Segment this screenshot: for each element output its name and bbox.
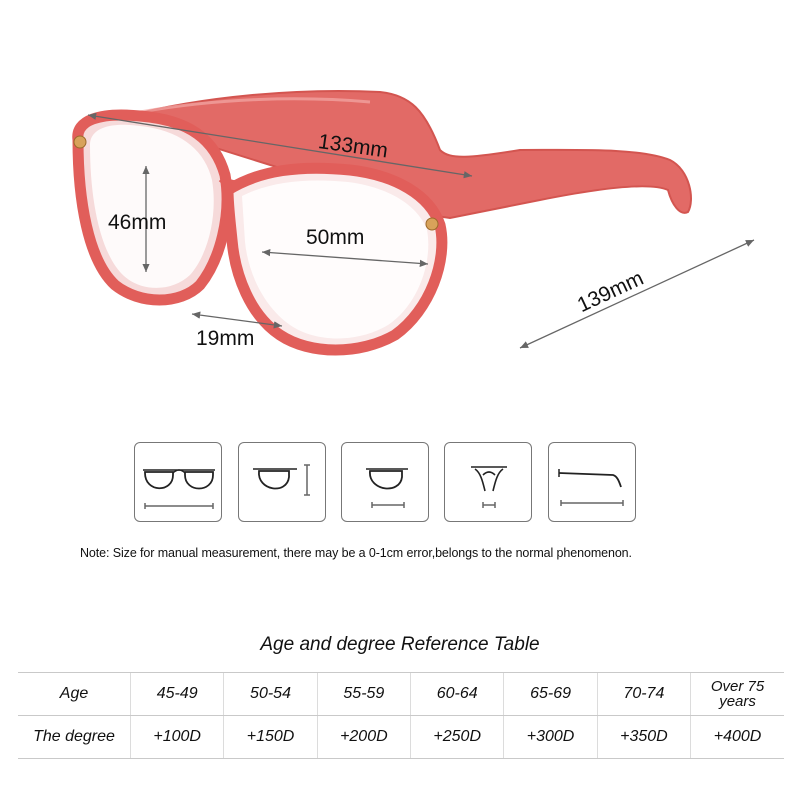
lens-height-icon xyxy=(238,442,326,522)
age-degree-table xyxy=(18,672,784,759)
measurement-views xyxy=(134,442,638,526)
bridge-icon xyxy=(444,442,532,522)
degree-cell: +150D xyxy=(224,716,317,759)
lens-height-label: 46mm xyxy=(108,211,167,234)
age-over-line1: Over 75 xyxy=(710,678,765,695)
bridge xyxy=(222,178,242,185)
age-cell: 45-49 xyxy=(131,673,224,716)
glasses-front-icon xyxy=(134,442,222,522)
table-row-degree xyxy=(18,716,784,759)
left-hinge-dot xyxy=(74,136,86,148)
temple-length-label: 133mm xyxy=(316,130,390,163)
degree-header: The degree xyxy=(18,716,131,759)
degree-cell: +200D xyxy=(317,716,410,759)
frame-width-arrow xyxy=(520,240,754,348)
age-cell: 70-74 xyxy=(597,673,690,716)
lens-width-label: 50mm xyxy=(306,226,365,249)
degree-cell: +300D xyxy=(504,716,597,759)
table-row-age xyxy=(18,673,784,716)
lens-width-icon xyxy=(341,442,429,522)
age-cell: 60-64 xyxy=(411,673,504,716)
age-header: Age xyxy=(18,673,131,716)
age-cell: 50-54 xyxy=(224,673,317,716)
temple-side-icon xyxy=(548,442,636,522)
age-over-line2: years xyxy=(719,693,756,710)
measurement-note: Note: Size for manual measurement, there may be a 0-1cm error,belongs to the normal phenomenon. xyxy=(80,546,632,560)
table-title: Age and degree Reference Table xyxy=(260,634,540,655)
frame-width-label: 139mm xyxy=(573,266,648,318)
age-cell: 65-69 xyxy=(504,673,597,716)
bridge-width-label: 19mm xyxy=(196,327,255,350)
degree-cell: +250D xyxy=(411,716,504,759)
degree-cell: +100D xyxy=(131,716,224,759)
degree-cell: +350D xyxy=(597,716,690,759)
right-hinge-dot xyxy=(426,218,438,230)
age-cell-over-75 xyxy=(691,673,784,716)
degree-cell: +400D xyxy=(691,716,784,759)
age-cell: 55-59 xyxy=(317,673,410,716)
